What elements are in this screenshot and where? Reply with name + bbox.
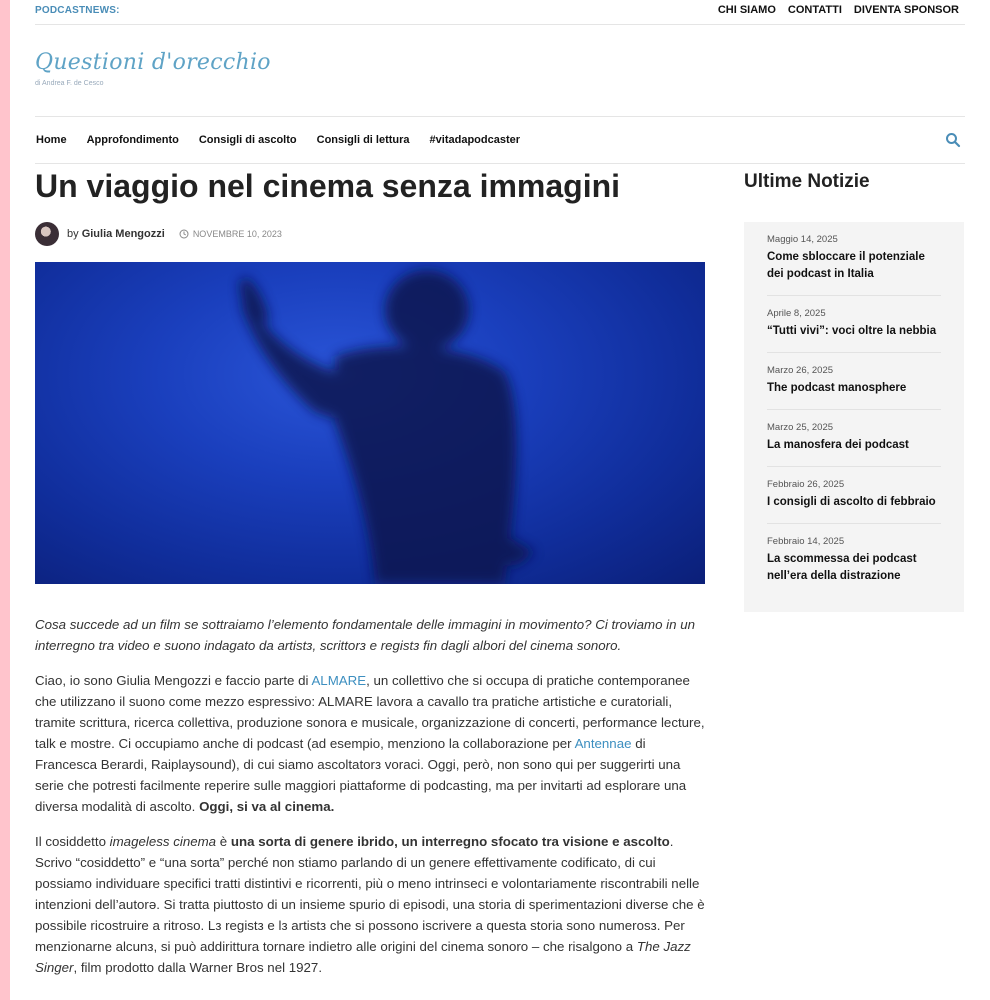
nav-item-vitadapodcaster[interactable]: #vitadapodcaster bbox=[429, 134, 521, 146]
article-paragraph-1 bbox=[35, 670, 707, 817]
top-link-diventa-sponsor[interactable]: DIVENTA SPONSOR bbox=[853, 4, 959, 16]
p2-text-a: Il cosiddetto bbox=[35, 834, 110, 849]
news-item[interactable] bbox=[767, 524, 941, 597]
news-item[interactable] bbox=[767, 410, 941, 467]
nav-item-consigli-di-lettura[interactable]: Consigli di lettura bbox=[316, 134, 410, 146]
article-body bbox=[35, 614, 707, 992]
news-title[interactable]: The podcast manosphere bbox=[767, 382, 907, 394]
news-item[interactable] bbox=[767, 222, 941, 296]
clock-icon bbox=[179, 229, 189, 239]
nav-item-consigli-di-ascolto[interactable]: Consigli di ascolto bbox=[198, 134, 297, 146]
news-title[interactable]: La manosfera dei podcast bbox=[767, 439, 909, 451]
article-title: Un viaggio nel cinema senza immagini bbox=[35, 168, 621, 204]
site-logo[interactable]: Questioni d'orecchio bbox=[35, 50, 271, 75]
news-date: Febbraio 26, 2025 bbox=[767, 479, 845, 490]
site-logo-subtitle: di Andrea F. de Cesco bbox=[35, 80, 104, 87]
author-byline bbox=[67, 228, 165, 240]
news-title[interactable]: “Tutti vivi”: voci oltre la nebbia bbox=[767, 325, 937, 337]
author-name[interactable]: Giulia Mengozzi bbox=[81, 228, 165, 240]
news-date: Maggio 14, 2025 bbox=[767, 234, 838, 245]
news-date: Aprile 8, 2025 bbox=[767, 308, 826, 319]
latest-news-list bbox=[744, 222, 964, 612]
article-meta bbox=[35, 222, 282, 246]
author-avatar[interactable] bbox=[35, 222, 59, 246]
p1-bold: Oggi, si va al cinema. bbox=[199, 799, 335, 814]
top-bar bbox=[35, 0, 965, 25]
article-date bbox=[179, 229, 282, 239]
news-item[interactable] bbox=[767, 296, 941, 353]
article-lead: Cosa succede ad un film se sottraiamo l’elemento fondamentale delle immagini in movimento? Ci troviamo in un interregno tra video e suono indagato da artistз, scrittorз e registз fin dagli albori del cinema sonoro. bbox=[35, 617, 695, 653]
news-title[interactable]: La scommessa dei podcast nell’era della distrazione bbox=[767, 553, 917, 582]
p1-text-b: , un collettivo che si occupa di pratiche contemporanee che utilizzano il suono come mezzo espressivo: ALMARE lavora a cavallo tra pratiche artistiche e curatoriali, tramite scrittura, ricerca collettiva, produzione sonora e musicale, organizzazione di concerti, performance lecture, talk e mostre. Ci occupiamo anche di podcast (ad esempio, menziono la collaborazione per bbox=[35, 673, 705, 751]
top-link-contatti[interactable]: CONTATTI bbox=[787, 4, 842, 16]
page bbox=[10, 0, 990, 1000]
p2-text-b: è bbox=[216, 834, 231, 849]
news-title[interactable]: Come sbloccare il potenziale dei podcast in Italia bbox=[767, 251, 925, 280]
news-date: Marzo 26, 2025 bbox=[767, 365, 834, 376]
news-date: Marzo 25, 2025 bbox=[767, 422, 834, 433]
search-icon[interactable] bbox=[945, 132, 961, 148]
sidebar-title: Ultime Notizie bbox=[744, 171, 870, 192]
news-item[interactable] bbox=[767, 353, 941, 410]
p1-text-c: di Francesca Berardi, Raiplaysound), di cui siamo ascoltatorз voraci. Oggi, però, non sono qui per suggerirti una serie che potresti facilmente reperire sulle maggiori piattaforme di podcasting, ma per invitarti ad esplorare una diversa modalità di ascolto. bbox=[35, 736, 687, 814]
article-paragraph-2 bbox=[35, 831, 707, 978]
main-nav bbox=[35, 116, 965, 164]
podcastnews-label: PODCASTNEWS: bbox=[35, 5, 120, 16]
news-date: Febbraio 14, 2025 bbox=[767, 536, 845, 547]
news-title[interactable]: I consigli di ascolto di febbraio bbox=[767, 496, 936, 508]
nav-item-approfondimento[interactable]: Approfondimento bbox=[86, 134, 179, 146]
nav-item-home[interactable]: Home bbox=[36, 134, 67, 146]
top-nav bbox=[718, 4, 959, 16]
p2-bold: una sorta di genere ibrido, un interregno sfocato tra visione e ascolto bbox=[230, 834, 670, 849]
p2-text-d: , film prodotto dalla Warner Bros nel 1927. bbox=[73, 960, 323, 975]
article-date-text: NOVEMBRE 10, 2023 bbox=[192, 229, 282, 239]
news-item[interactable] bbox=[767, 467, 941, 524]
hero-image bbox=[35, 262, 705, 584]
silhouette-figure bbox=[35, 262, 705, 584]
by-label: by bbox=[67, 228, 79, 240]
p2-text-c: . Scrivo “cosiddetto” e “una sorta” perché non stiamo parlando di un genere effettivamente codificato, di cui possiamo individuare specifici tratti distintivi e ricorrenti, più o meno intrinseci e volontariamente riscontrabili nelle intenzioni dell’autorə. Si tratta piuttosto di un insieme spurio di episodi, una storia di sperimentazioni diverse che è possibile ricostruire a ritroso. Lз registз e lз artistз che si possono iscrivere a questa storia sono numerosз. Per menzionarne alcunз, si può addirittura tornare indietro alle origini del cinema sonoro – che risalgono a bbox=[35, 834, 705, 954]
antennae-link[interactable]: Antennae bbox=[574, 736, 632, 751]
p2-italic-2: The Jazz Singer bbox=[35, 939, 691, 975]
p1-text-a: Ciao, io sono Giulia Mengozzi e faccio parte di bbox=[35, 673, 312, 688]
p2-italic-1: imageless cinema bbox=[109, 834, 217, 849]
top-link-chi-siamo[interactable]: CHI SIAMO bbox=[717, 4, 776, 16]
almare-link[interactable]: ALMARE bbox=[311, 673, 367, 688]
